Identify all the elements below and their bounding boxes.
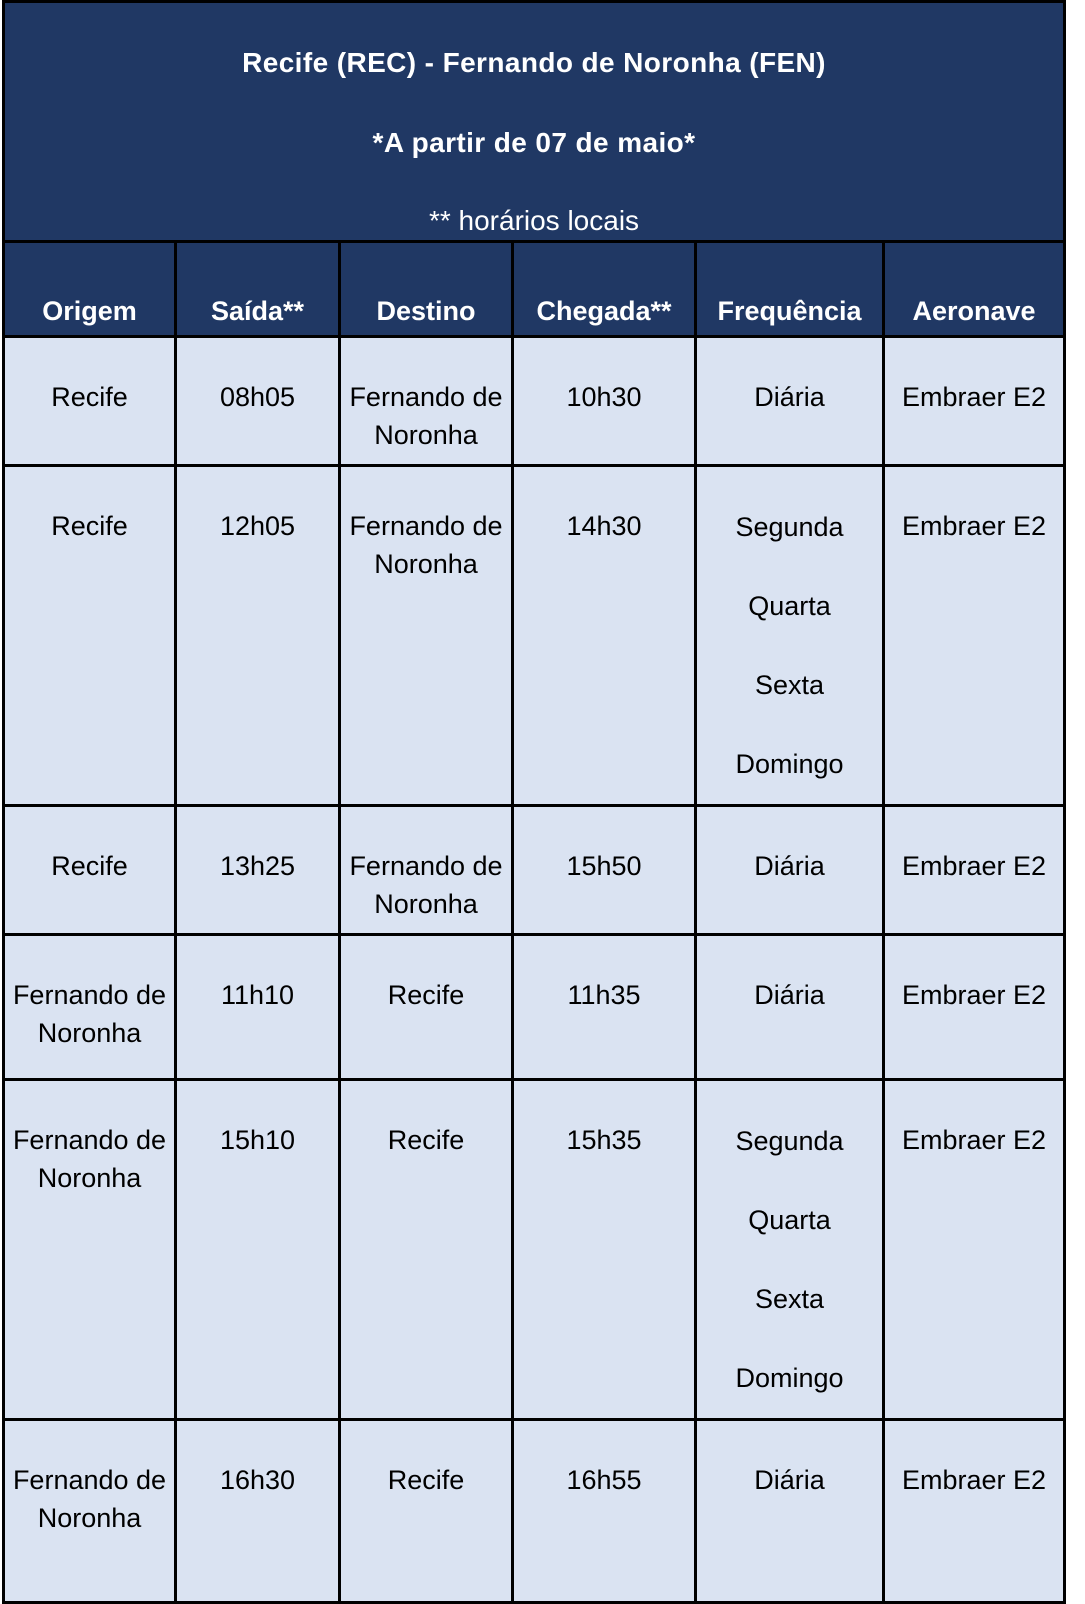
destination-cell: Recife xyxy=(340,1420,513,1603)
header-row xyxy=(4,242,1065,337)
aircraft-cell: Embraer E2 xyxy=(884,337,1065,466)
origin-cell: Recife xyxy=(4,806,176,935)
arrival-cell: 15h50 xyxy=(513,806,696,935)
frequency-cell xyxy=(696,1080,884,1420)
column-header-frequencia: Frequência xyxy=(696,242,884,337)
departure-cell: 12h05 xyxy=(176,466,340,806)
column-header-origem: Origem xyxy=(4,242,176,337)
origin-cell: Fernando de Noronha xyxy=(4,1080,176,1420)
arrival-cell: 11h35 xyxy=(513,935,696,1080)
destination-cell: Fernando de Noronha xyxy=(340,337,513,466)
schedule-table xyxy=(2,0,1066,1604)
table-row xyxy=(4,1420,1065,1603)
frequency-cell xyxy=(696,466,884,806)
start-date-note: *A partir de 07 de maio* xyxy=(372,127,696,158)
frequency-day: Domingo xyxy=(735,749,844,779)
destination-cell: Recife xyxy=(340,1080,513,1420)
arrival-cell: 15h35 xyxy=(513,1080,696,1420)
route-title: Recife (REC) - Fernando de Noronha (FEN) xyxy=(242,47,826,78)
frequency-cell xyxy=(696,1420,884,1603)
table-row xyxy=(4,1080,1065,1420)
origin-cell: Recife xyxy=(4,337,176,466)
departure-cell: 13h25 xyxy=(176,806,340,935)
aircraft-cell: Embraer E2 xyxy=(884,466,1065,806)
departure-cell: 11h10 xyxy=(176,935,340,1080)
aircraft-cell: Embraer E2 xyxy=(884,1420,1065,1603)
origin-cell: Fernando de Noronha xyxy=(4,935,176,1080)
frequency-cell xyxy=(696,806,884,935)
arrival-cell: 10h30 xyxy=(513,337,696,466)
column-header-saida: Saída** xyxy=(176,242,340,337)
frequency-cell xyxy=(696,337,884,466)
frequency-day: Segunda xyxy=(735,1126,844,1156)
flight-schedule xyxy=(2,0,1063,1604)
departure-cell: 08h05 xyxy=(176,337,340,466)
frequency-day: Quarta xyxy=(748,1205,831,1235)
frequency-day: Diária xyxy=(754,382,825,412)
origin-cell: Recife xyxy=(4,466,176,806)
aircraft-cell: Embraer E2 xyxy=(884,806,1065,935)
frequency-day: Diária xyxy=(754,1465,825,1495)
frequency-day: Diária xyxy=(754,980,825,1010)
frequency-day: Sexta xyxy=(754,670,825,700)
destination-cell: Fernando de Noronha xyxy=(340,806,513,935)
frequency-day: Segunda xyxy=(735,512,844,542)
frequency-day: Domingo xyxy=(735,1363,844,1393)
destination-cell: Recife xyxy=(340,935,513,1080)
column-header-destino: Destino xyxy=(340,242,513,337)
schedule-banner xyxy=(4,2,1065,242)
aircraft-cell: Embraer E2 xyxy=(884,1080,1065,1420)
arrival-cell: 14h30 xyxy=(513,466,696,806)
column-header-aeronave: Aeronave xyxy=(884,242,1065,337)
frequency-day: Diária xyxy=(754,851,825,881)
table-row xyxy=(4,466,1065,806)
banner-row xyxy=(4,2,1065,242)
table-row xyxy=(4,337,1065,466)
frequency-cell xyxy=(696,935,884,1080)
frequency-day: Sexta xyxy=(754,1284,825,1314)
table-row xyxy=(4,935,1065,1080)
origin-cell: Fernando de Noronha xyxy=(4,1420,176,1603)
departure-cell: 16h30 xyxy=(176,1420,340,1603)
aircraft-cell: Embraer E2 xyxy=(884,935,1065,1080)
table-row xyxy=(4,806,1065,935)
column-header-chegada: Chegada** xyxy=(513,242,696,337)
departure-cell: 15h10 xyxy=(176,1080,340,1420)
frequency-day: Quarta xyxy=(748,591,831,621)
arrival-cell: 16h55 xyxy=(513,1420,696,1603)
destination-cell: Fernando de Noronha xyxy=(340,466,513,806)
local-time-note: ** horários locais xyxy=(428,205,640,236)
